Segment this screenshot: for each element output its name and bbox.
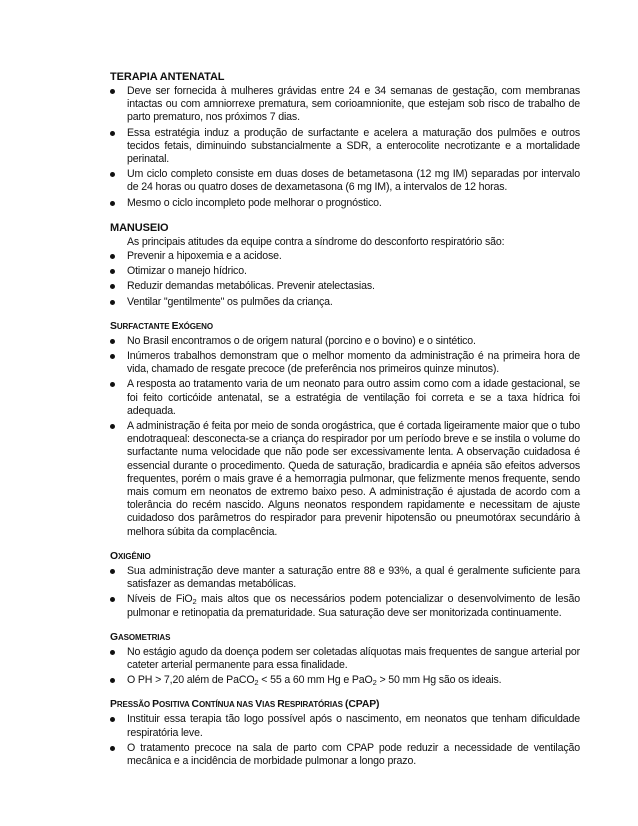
section-cpap <box>110 698 580 768</box>
section-intro: As principais atitudes da equipe contra a síndrome do desconforto respiratório são: <box>127 235 505 248</box>
list-item: Inúmeros trabalhos demonstram que o melhor momento da administração é na primeira hora de vida, chamado de resgate precoce (de preferência nos primeiros quinze minutos). <box>110 350 580 376</box>
bullet-list <box>110 250 580 309</box>
section-heading: PRESSÃO POSITIVA CONTÍNUA NAS VIAS RESPIRATÓRIAS (CPAP) <box>110 699 380 711</box>
bullet-icon <box>110 678 115 683</box>
list-item: Otimizar o manejo hídrico. <box>110 265 580 278</box>
list-item: O PH > 7,20 além de PaCO$_2$ < 55 a 60 mm Hg e PaO$_2$ > 50 mm Hg são os ideais. <box>110 674 580 687</box>
bullet-list <box>110 85 580 210</box>
bullet-icon <box>110 650 115 655</box>
list-item: Reduzir demandas metabólicas. Prevenir atelectasias. <box>110 280 580 293</box>
section-gasometrias <box>110 631 580 688</box>
section-oxigenio <box>110 550 580 620</box>
list-item: Níveis de FiO$_2$ mais altos que os necessários podem potencializar o desenvolvimento de lesão pulmonar e retinopatia da prematuridade. Sua saturação deve ser monitorizada continuamente. <box>110 593 580 619</box>
section-manuseio <box>110 221 580 309</box>
list-item: Instituir essa terapia tão logo possível após o nascimento, em neonatos que tenham dificuldade respiratória leve. <box>110 713 580 739</box>
bullet-list <box>110 335 580 539</box>
list-item: Sua administração deve manter a saturação entre 88 e 93%, a qual é geralmente suficiente para satisfazer as demandas metabólicas. <box>110 565 580 591</box>
list-item: Deve ser fornecida à mulheres grávidas entre 24 e 34 semanas de gestação, com membranas intactas ou com amniorrexe prematura, sem corioamnionite, que estejam sob risco de trabalho de parto prematuro, nos próximos 7 dias. <box>110 85 580 125</box>
list-item: A resposta ao tratamento varia de um neonato para outro assim como com a idade gestacional, se foi feito corticóide antenatal, se a estratégia de ventilação foi correta e se a taxa hídrica foi adequada. <box>110 378 580 418</box>
bullet-icon <box>110 201 115 206</box>
bullet-icon <box>110 569 115 574</box>
bullet-icon <box>110 254 115 259</box>
bullet-icon <box>110 131 115 136</box>
bullet-icon <box>110 746 115 751</box>
section-heading: SURFACTANTE EXÓGENO <box>110 320 213 332</box>
section-heading: MANUSEIO <box>110 221 169 234</box>
bullet-icon <box>110 597 115 602</box>
bullet-icon <box>110 172 115 177</box>
bullet-list <box>110 713 580 768</box>
section-surfactante-exogeno <box>110 320 580 539</box>
bullet-icon <box>110 284 115 289</box>
bullet-icon <box>110 424 115 429</box>
bullet-icon <box>110 300 115 305</box>
list-item: Prevenir a hipoxemia e a acidose. <box>110 250 580 263</box>
bullet-list <box>110 565 580 620</box>
list-item: O tratamento precoce na sala de parto com CPAP pode reduzir a necessidade de ventilação mecânica e a incidência de morbidade pulmonar a longo prazo. <box>110 742 580 768</box>
section-heading: OXIGÊNIO <box>110 550 151 562</box>
bullet-icon <box>110 89 115 94</box>
list-item: Essa estratégia induz a produção de surfactante e acelera a maturação dos pulmões e outros tecidos fetais, diminuindo substancialmente a SDR, a enterocolite necrotizante e a mortalidade perinatal. <box>110 127 580 167</box>
section-heading: GASOMETRIAS <box>110 631 171 643</box>
list-item: Ventilar "gentilmente" os pulmões da criança. <box>110 296 580 309</box>
list-item: A administração é feita por meio de sonda orogástrica, que é cortada ligeiramente maior que o tubo endotraqueal: desconecta-se a criança do respirador por um período breve e se instila o volume do surfactante numa velocidade que não pode ser excessivamente lenta. A observação cuidadosa é essencial durante o procedimento. Queda de saturação, bradicardia e apnéia são efeitos adversos frequentes, porém o mais grave é a hemorragia pulmonar, que felizmente menos frequente, sendo mais comum em neonatos de extremo baixo peso. A administração é ajustada de acordo com a tolerância do recém nascido. Alguns neonatos respondem rapidamente e necessitam de ajuste cuidadoso dos parâmetros do respirador para prevenir hipotensão ou pneumotórax secundário à melhora súbita da complacência. <box>110 420 580 539</box>
bullet-icon <box>110 339 115 344</box>
list-item: Mesmo o ciclo incompleto pode melhorar o prognóstico. <box>110 197 580 210</box>
section-heading: TERAPIA ANTENATAL <box>110 71 225 83</box>
document-page <box>110 70 580 768</box>
bullet-icon <box>110 382 115 387</box>
bullet-icon <box>110 717 115 722</box>
list-item: No estágio agudo da doença podem ser coletadas alíquotas mais frequentes de sangue arterial por cateter arterial permanente para essa finalidade. <box>110 646 580 672</box>
bullet-icon <box>110 354 115 359</box>
list-item: No Brasil encontramos o de origem natural (porcino e o bovino) e o sintético. <box>110 335 580 348</box>
list-item: Um ciclo completo consiste em duas doses de betametasona (12 mg IM) separadas por intervalo de 24 horas ou quatro doses de dexametasona (6 mg IM), a intervalos de 12 horas. <box>110 168 580 194</box>
section-terapia-antenatal <box>110 70 580 210</box>
bullet-icon <box>110 269 115 274</box>
bullet-list <box>110 646 580 688</box>
